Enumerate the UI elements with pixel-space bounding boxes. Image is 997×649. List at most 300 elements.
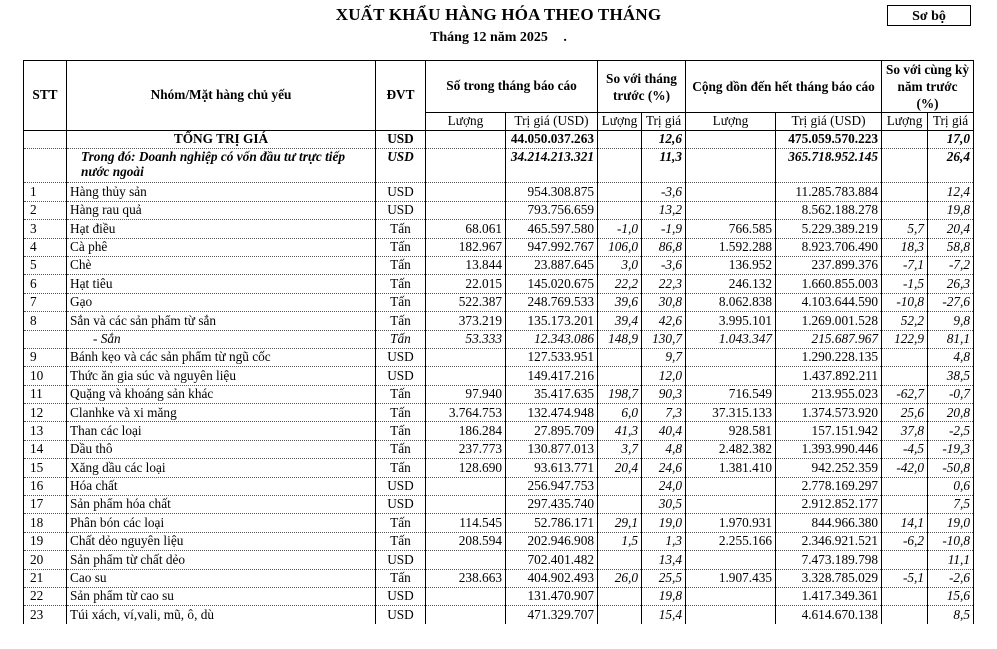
cell-month-value: 793.756.659	[506, 201, 598, 219]
cell-pm-qty	[598, 348, 642, 366]
cell-py-qty	[882, 496, 928, 514]
cell-month-qty	[426, 183, 506, 201]
cell-unit: Tấn	[376, 422, 426, 440]
total-pm-value: 12,6	[642, 131, 686, 149]
cell-cum-value: 1.417.349.361	[776, 587, 882, 605]
cell-name: - Sắn	[67, 330, 376, 348]
cell-cum-value: 8.923.706.490	[776, 238, 882, 256]
export-table	[23, 60, 974, 624]
cell-name: Chất dẻo nguyên liệu	[67, 532, 376, 550]
cell-month-value: 404.902.493	[506, 569, 598, 587]
col-month-qty: Lượng	[426, 113, 506, 131]
cell-month-value: 52.786.171	[506, 514, 598, 532]
cell-cum-qty: 37.315.133	[686, 404, 776, 422]
table-row	[24, 569, 974, 587]
cell-unit: Tấn	[376, 459, 426, 477]
cell-month-qty	[426, 367, 506, 385]
cell-cum-qty	[686, 551, 776, 569]
cell-cum-qty	[686, 367, 776, 385]
table-row	[24, 385, 974, 403]
col-month: Số trong tháng báo cáo	[426, 61, 598, 113]
cell-unit: USD	[376, 496, 426, 514]
cell-month-value: 256.947.753	[506, 477, 598, 495]
cell-cum-value: 1.437.892.211	[776, 367, 882, 385]
cell-name: Túi xách, ví,vali, mũ, ô, dù	[67, 606, 376, 624]
cell-name: Chè	[67, 256, 376, 274]
table-row	[24, 606, 974, 624]
cell-pm-value: 30,5	[642, 496, 686, 514]
cell-py-qty: 122,9	[882, 330, 928, 348]
cell-cum-value: 1.660.855.003	[776, 275, 882, 293]
cell-pm-value: 12,0	[642, 367, 686, 385]
total-label: TỔNG TRỊ GIÁ	[67, 131, 376, 149]
cell-py-qty	[882, 201, 928, 219]
cell-month-qty: 97.940	[426, 385, 506, 403]
cell-stt: 6	[24, 275, 67, 293]
cell-stt: 22	[24, 587, 67, 605]
cell-cum-qty	[686, 183, 776, 201]
report-period	[0, 30, 997, 46]
cell-py-value: 38,5	[928, 367, 974, 385]
table-row	[24, 256, 974, 274]
fdi-stt	[24, 149, 67, 183]
cell-stt: 10	[24, 367, 67, 385]
col-py-value: Trị giá	[928, 113, 974, 131]
cell-cum-value: 2.912.852.177	[776, 496, 882, 514]
cell-name: Xăng dầu các loại	[67, 459, 376, 477]
cell-pm-value: 24,6	[642, 459, 686, 477]
col-cum-value: Trị giá (USD)	[776, 113, 882, 131]
table-row	[24, 183, 974, 201]
cell-stt	[24, 330, 67, 348]
cell-py-value: 11,1	[928, 551, 974, 569]
cell-pm-qty: 148,9	[598, 330, 642, 348]
cell-stt: 9	[24, 348, 67, 366]
cell-unit: USD	[376, 551, 426, 569]
col-cum-qty: Lượng	[686, 113, 776, 131]
cell-month-qty: 208.594	[426, 532, 506, 550]
cell-pm-qty	[598, 606, 642, 624]
cell-name: Hóa chất	[67, 477, 376, 495]
report-period-dot: .	[563, 30, 567, 45]
cell-cum-qty: 1.970.931	[686, 514, 776, 532]
cell-py-value: 12,4	[928, 183, 974, 201]
cell-cum-value: 4.614.670.138	[776, 606, 882, 624]
fdi-pm-qty	[598, 149, 642, 183]
cell-month-value: 954.308.875	[506, 183, 598, 201]
cell-py-value: 15,6	[928, 587, 974, 605]
cell-month-qty	[426, 551, 506, 569]
cell-cum-value: 237.899.376	[776, 256, 882, 274]
cell-name: Hạt tiêu	[67, 275, 376, 293]
cell-pm-qty: 6,0	[598, 404, 642, 422]
cell-py-qty: -42,0	[882, 459, 928, 477]
cell-pm-value: 19,0	[642, 514, 686, 532]
cell-month-qty: 13.844	[426, 256, 506, 274]
cell-stt: 17	[24, 496, 67, 514]
cell-py-qty	[882, 606, 928, 624]
cell-py-value: -0,7	[928, 385, 974, 403]
cell-name: Bánh kẹo và các sản phẩm từ ngũ cốc	[67, 348, 376, 366]
cell-cum-qty: 8.062.838	[686, 293, 776, 311]
cell-stt: 8	[24, 312, 67, 330]
cell-unit: USD	[376, 348, 426, 366]
cell-month-value: 702.401.482	[506, 551, 598, 569]
cell-cum-value: 215.687.967	[776, 330, 882, 348]
cell-month-value: 947.992.767	[506, 238, 598, 256]
cell-month-qty: 373.219	[426, 312, 506, 330]
table-row	[24, 551, 974, 569]
cell-name: Gạo	[67, 293, 376, 311]
cell-py-value: -50,8	[928, 459, 974, 477]
cell-stt: 1	[24, 183, 67, 201]
cell-month-qty	[426, 587, 506, 605]
cell-py-value: -7,2	[928, 256, 974, 274]
table-row	[24, 587, 974, 605]
cell-month-qty: 53.333	[426, 330, 506, 348]
cell-cum-value: 11.285.783.884	[776, 183, 882, 201]
report-period-text: Tháng 12 năm 2025	[430, 30, 548, 45]
cell-month-qty: 522.387	[426, 293, 506, 311]
cell-py-qty: 52,2	[882, 312, 928, 330]
cell-cum-qty: 716.549	[686, 385, 776, 403]
cell-pm-value: 22,3	[642, 275, 686, 293]
fdi-pm-value: 11,3	[642, 149, 686, 183]
cell-name: Cao su	[67, 569, 376, 587]
cell-stt: 14	[24, 440, 67, 458]
cell-pm-value: 4,8	[642, 440, 686, 458]
cell-month-qty: 182.967	[426, 238, 506, 256]
cell-py-qty	[882, 587, 928, 605]
cell-cum-qty: 3.995.101	[686, 312, 776, 330]
cell-cum-qty: 136.952	[686, 256, 776, 274]
cell-name: Dầu thô	[67, 440, 376, 458]
cell-cum-qty: 246.132	[686, 275, 776, 293]
cell-pm-qty: 20,4	[598, 459, 642, 477]
cell-pm-value: 90,3	[642, 385, 686, 403]
total-py-value: 17,0	[928, 131, 974, 149]
cell-cum-value: 8.562.188.278	[776, 201, 882, 219]
cell-month-value: 23.887.645	[506, 256, 598, 274]
col-pm-value: Trị giá	[642, 113, 686, 131]
cell-py-value: -10,8	[928, 532, 974, 550]
cell-stt: 20	[24, 551, 67, 569]
fdi-month-value: 34.214.213.321	[506, 149, 598, 183]
cell-py-qty: -62,7	[882, 385, 928, 403]
cell-cum-qty: 1.381.410	[686, 459, 776, 477]
cell-name: Hàng rau quả	[67, 201, 376, 219]
cell-unit: USD	[376, 201, 426, 219]
cell-pm-value: 30,8	[642, 293, 686, 311]
total-stt	[24, 131, 67, 149]
cell-month-value: 93.613.771	[506, 459, 598, 477]
col-vs-prev-year: So với cùng kỳ năm trước (%)	[882, 61, 974, 113]
table-row	[24, 459, 974, 477]
cell-month-value: 35.417.635	[506, 385, 598, 403]
cell-name: Hạt điều	[67, 220, 376, 238]
cell-unit: Tấn	[376, 385, 426, 403]
cell-py-value: 8,5	[928, 606, 974, 624]
cell-py-qty	[882, 551, 928, 569]
preliminary-badge: Sơ bộ	[887, 5, 971, 26]
cell-month-qty: 68.061	[426, 220, 506, 238]
cell-name: Thức ăn gia súc và nguyên liệu	[67, 367, 376, 385]
table-row	[24, 330, 974, 348]
cell-month-value: 202.946.908	[506, 532, 598, 550]
cell-month-value: 132.474.948	[506, 404, 598, 422]
cell-cum-value: 5.229.389.219	[776, 220, 882, 238]
total-unit: USD	[376, 131, 426, 149]
cell-pm-qty	[598, 477, 642, 495]
cell-py-qty: 25,6	[882, 404, 928, 422]
cell-pm-qty	[598, 587, 642, 605]
cell-py-qty: -4,5	[882, 440, 928, 458]
cell-cum-qty	[686, 201, 776, 219]
table-row	[24, 514, 974, 532]
cell-month-qty: 3.764.753	[426, 404, 506, 422]
cell-cum-qty	[686, 587, 776, 605]
cell-pm-value: 19,8	[642, 587, 686, 605]
cell-month-value: 27.895.709	[506, 422, 598, 440]
cell-month-qty: 22.015	[426, 275, 506, 293]
cell-month-qty: 128.690	[426, 459, 506, 477]
cell-stt: 3	[24, 220, 67, 238]
cell-pm-qty: 106,0	[598, 238, 642, 256]
cell-pm-qty	[598, 496, 642, 514]
cell-stt: 16	[24, 477, 67, 495]
cell-name: Sắn và các sản phẩm từ sắn	[67, 312, 376, 330]
cell-pm-qty	[598, 367, 642, 385]
cell-unit: Tấn	[376, 514, 426, 532]
cell-name: Sản phẩm từ cao su	[67, 587, 376, 605]
cell-py-qty: -6,2	[882, 532, 928, 550]
cell-name: Clanhke và xi măng	[67, 404, 376, 422]
table-row	[24, 312, 974, 330]
cell-pm-qty: 41,3	[598, 422, 642, 440]
cell-cum-value: 2.346.921.521	[776, 532, 882, 550]
cell-cum-value: 1.290.228.135	[776, 348, 882, 366]
fdi-label: Trong đó: Doanh nghiệp có vốn đầu tư trực tiếp nước ngoài	[67, 149, 376, 183]
cell-month-qty: 186.284	[426, 422, 506, 440]
cell-name: Cà phê	[67, 238, 376, 256]
cell-py-qty	[882, 367, 928, 385]
fdi-unit: USD	[376, 149, 426, 183]
col-pm-qty: Lượng	[598, 113, 642, 131]
table-row	[24, 496, 974, 514]
total-month-qty	[426, 131, 506, 149]
cell-pm-qty: 29,1	[598, 514, 642, 532]
cell-stt: 15	[24, 459, 67, 477]
cell-py-value: 81,1	[928, 330, 974, 348]
col-month-value: Trị giá (USD)	[506, 113, 598, 131]
table-row	[24, 275, 974, 293]
cell-stt: 23	[24, 606, 67, 624]
cell-month-qty	[426, 496, 506, 514]
cell-unit: Tấn	[376, 330, 426, 348]
cell-pm-value: 24,0	[642, 477, 686, 495]
fdi-month-qty	[426, 149, 506, 183]
cell-stt: 19	[24, 532, 67, 550]
cell-pm-qty	[598, 183, 642, 201]
table-row	[24, 422, 974, 440]
cell-py-value: -2,5	[928, 422, 974, 440]
cell-py-qty	[882, 183, 928, 201]
cell-py-qty	[882, 477, 928, 495]
cell-unit: Tấn	[376, 569, 426, 587]
cell-pm-value: 25,5	[642, 569, 686, 587]
total-cum-qty	[686, 131, 776, 149]
cell-month-qty	[426, 606, 506, 624]
cell-month-value: 131.470.907	[506, 587, 598, 605]
cell-pm-value: 1,3	[642, 532, 686, 550]
cell-pm-qty	[598, 201, 642, 219]
cell-pm-value: 130,7	[642, 330, 686, 348]
cell-cum-value: 844.966.380	[776, 514, 882, 532]
cell-pm-qty: 1,5	[598, 532, 642, 550]
cell-cum-value: 157.151.942	[776, 422, 882, 440]
cell-py-value: -2,6	[928, 569, 974, 587]
cell-month-value: 149.417.216	[506, 367, 598, 385]
cell-month-value: 127.533.951	[506, 348, 598, 366]
cell-pm-value: 13,2	[642, 201, 686, 219]
cell-py-value: 19,0	[928, 514, 974, 532]
cell-cum-value: 2.778.169.297	[776, 477, 882, 495]
cell-month-value: 471.329.707	[506, 606, 598, 624]
cell-py-qty: 18,3	[882, 238, 928, 256]
cell-name: Hàng thủy sản	[67, 183, 376, 201]
cell-cum-qty: 2.255.166	[686, 532, 776, 550]
cell-unit: USD	[376, 183, 426, 201]
table-row	[24, 404, 974, 422]
cell-pm-value: -3,6	[642, 183, 686, 201]
cell-pm-qty: 3,7	[598, 440, 642, 458]
cell-name: Quặng và khoáng sản khác	[67, 385, 376, 403]
cell-py-qty: 37,8	[882, 422, 928, 440]
cell-pm-qty: 39,6	[598, 293, 642, 311]
cell-pm-value: 86,8	[642, 238, 686, 256]
cell-unit: USD	[376, 587, 426, 605]
fdi-py-value: 26,4	[928, 149, 974, 183]
cell-name: Than các loại	[67, 422, 376, 440]
fdi-cum-value: 365.718.952.145	[776, 149, 882, 183]
cell-month-value: 297.435.740	[506, 496, 598, 514]
cell-py-value: 58,8	[928, 238, 974, 256]
cell-pm-value: -3,6	[642, 256, 686, 274]
cell-stt: 21	[24, 569, 67, 587]
cell-unit: Tấn	[376, 440, 426, 458]
cell-unit: Tấn	[376, 275, 426, 293]
cell-cum-qty: 1.043.347	[686, 330, 776, 348]
cell-pm-qty: 39,4	[598, 312, 642, 330]
cell-pm-value: 7,3	[642, 404, 686, 422]
cell-py-qty: -1,5	[882, 275, 928, 293]
cell-unit: USD	[376, 606, 426, 624]
cell-cum-value: 7.473.189.798	[776, 551, 882, 569]
cell-pm-value: 42,6	[642, 312, 686, 330]
cell-unit: Tấn	[376, 238, 426, 256]
table-row	[24, 201, 974, 219]
table-row	[24, 477, 974, 495]
cell-cum-qty: 928.581	[686, 422, 776, 440]
cell-pm-value: 15,4	[642, 606, 686, 624]
cell-month-qty: 114.545	[426, 514, 506, 532]
cell-py-value: 9,8	[928, 312, 974, 330]
col-stt: STT	[24, 61, 67, 131]
cell-pm-qty: 22,2	[598, 275, 642, 293]
cell-month-value: 130.877.013	[506, 440, 598, 458]
cell-stt: 7	[24, 293, 67, 311]
fdi-cum-qty	[686, 149, 776, 183]
col-vs-prev-month: So với tháng trước (%)	[598, 61, 686, 113]
cell-pm-qty: -1,0	[598, 220, 642, 238]
report-title: XUẤT KHẨU HÀNG HÓA THEO THÁNG	[335, 5, 662, 24]
cell-cum-qty: 766.585	[686, 220, 776, 238]
fdi-row	[24, 149, 974, 183]
cell-cum-value: 3.328.785.029	[776, 569, 882, 587]
cell-py-value: 0,6	[928, 477, 974, 495]
cell-cum-value: 942.252.359	[776, 459, 882, 477]
cell-month-value: 465.597.580	[506, 220, 598, 238]
cell-pm-qty	[598, 551, 642, 569]
cell-py-value: -19,3	[928, 440, 974, 458]
cell-py-value: -27,6	[928, 293, 974, 311]
cell-unit: Tấn	[376, 293, 426, 311]
cell-stt: 4	[24, 238, 67, 256]
cell-py-value: 20,4	[928, 220, 974, 238]
cell-py-value: 7,5	[928, 496, 974, 514]
cell-cum-qty: 1.592.288	[686, 238, 776, 256]
cell-py-qty	[882, 348, 928, 366]
total-row	[24, 131, 974, 149]
cell-cum-qty	[686, 477, 776, 495]
total-cum-value: 475.059.570.223	[776, 131, 882, 149]
cell-stt: 18	[24, 514, 67, 532]
table-row	[24, 220, 974, 238]
cell-py-qty: 14,1	[882, 514, 928, 532]
cell-unit: Tấn	[376, 404, 426, 422]
cell-cum-qty	[686, 348, 776, 366]
cell-py-qty: -10,8	[882, 293, 928, 311]
cell-py-qty: -5,1	[882, 569, 928, 587]
cell-unit: Tấn	[376, 532, 426, 550]
cell-pm-qty: 26,0	[598, 569, 642, 587]
cell-pm-value: 13,4	[642, 551, 686, 569]
cell-month-qty: 237.773	[426, 440, 506, 458]
col-unit: ĐVT	[376, 61, 426, 131]
cell-month-qty	[426, 348, 506, 366]
table-row	[24, 440, 974, 458]
cell-unit: Tấn	[376, 312, 426, 330]
cell-pm-value: 9,7	[642, 348, 686, 366]
cell-cum-value: 213.955.023	[776, 385, 882, 403]
cell-month-qty	[426, 477, 506, 495]
cell-name: Sản phẩm hóa chất	[67, 496, 376, 514]
cell-month-value: 145.020.675	[506, 275, 598, 293]
table-row	[24, 293, 974, 311]
cell-month-value: 135.173.201	[506, 312, 598, 330]
col-cumulative: Cộng dồn đến hết tháng báo cáo	[686, 61, 882, 113]
total-py-qty	[882, 131, 928, 149]
cell-month-qty	[426, 201, 506, 219]
cell-py-value: 4,8	[928, 348, 974, 366]
cell-unit: USD	[376, 367, 426, 385]
cell-name: Sản phẩm từ chất dẻo	[67, 551, 376, 569]
cell-py-qty: 5,7	[882, 220, 928, 238]
cell-py-qty: -7,1	[882, 256, 928, 274]
fdi-py-qty	[882, 149, 928, 183]
cell-pm-qty: 3,0	[598, 256, 642, 274]
table-row	[24, 238, 974, 256]
